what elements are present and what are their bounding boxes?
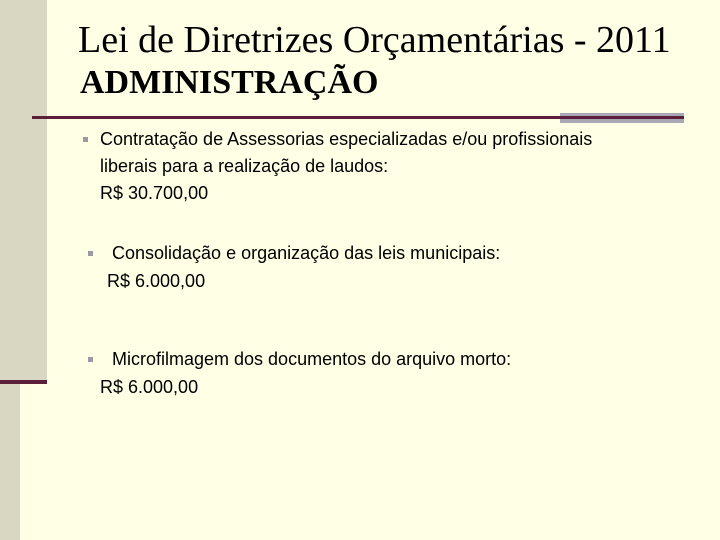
list-item-value: R$ 6.000,00 (100, 377, 199, 397)
left-bar-accent (0, 380, 47, 384)
list-item-text: Contratação de Assessorias especializadas e/ou profissionais (100, 129, 593, 149)
list-item (112, 240, 672, 267)
list-item-text: Consolidação e organização das leis municipais: (112, 243, 501, 263)
title-rule-shadow-lower (560, 119, 684, 123)
list-item-value: R$ 6.000,00 (107, 271, 206, 291)
list-item (112, 346, 672, 373)
slide-subtitle: ADMINISTRAÇÃO (80, 64, 379, 101)
bullet-marker-icon (83, 137, 88, 142)
title-rule (32, 116, 684, 119)
bullet-marker-icon (88, 357, 93, 362)
left-decorative-bar (0, 0, 47, 382)
list-item-text-continued: liberais para a realização de laudos: (100, 156, 389, 176)
bullet-marker-icon (88, 251, 93, 256)
list-item-value: R$ 30.700,00 (100, 183, 209, 203)
slide-title: Lei de Diretrizes Orçamentárias - 2011 (78, 19, 671, 61)
list-item-text: Microfilmagem dos documentos do arquivo morto: (112, 349, 512, 369)
list-item (100, 126, 700, 207)
